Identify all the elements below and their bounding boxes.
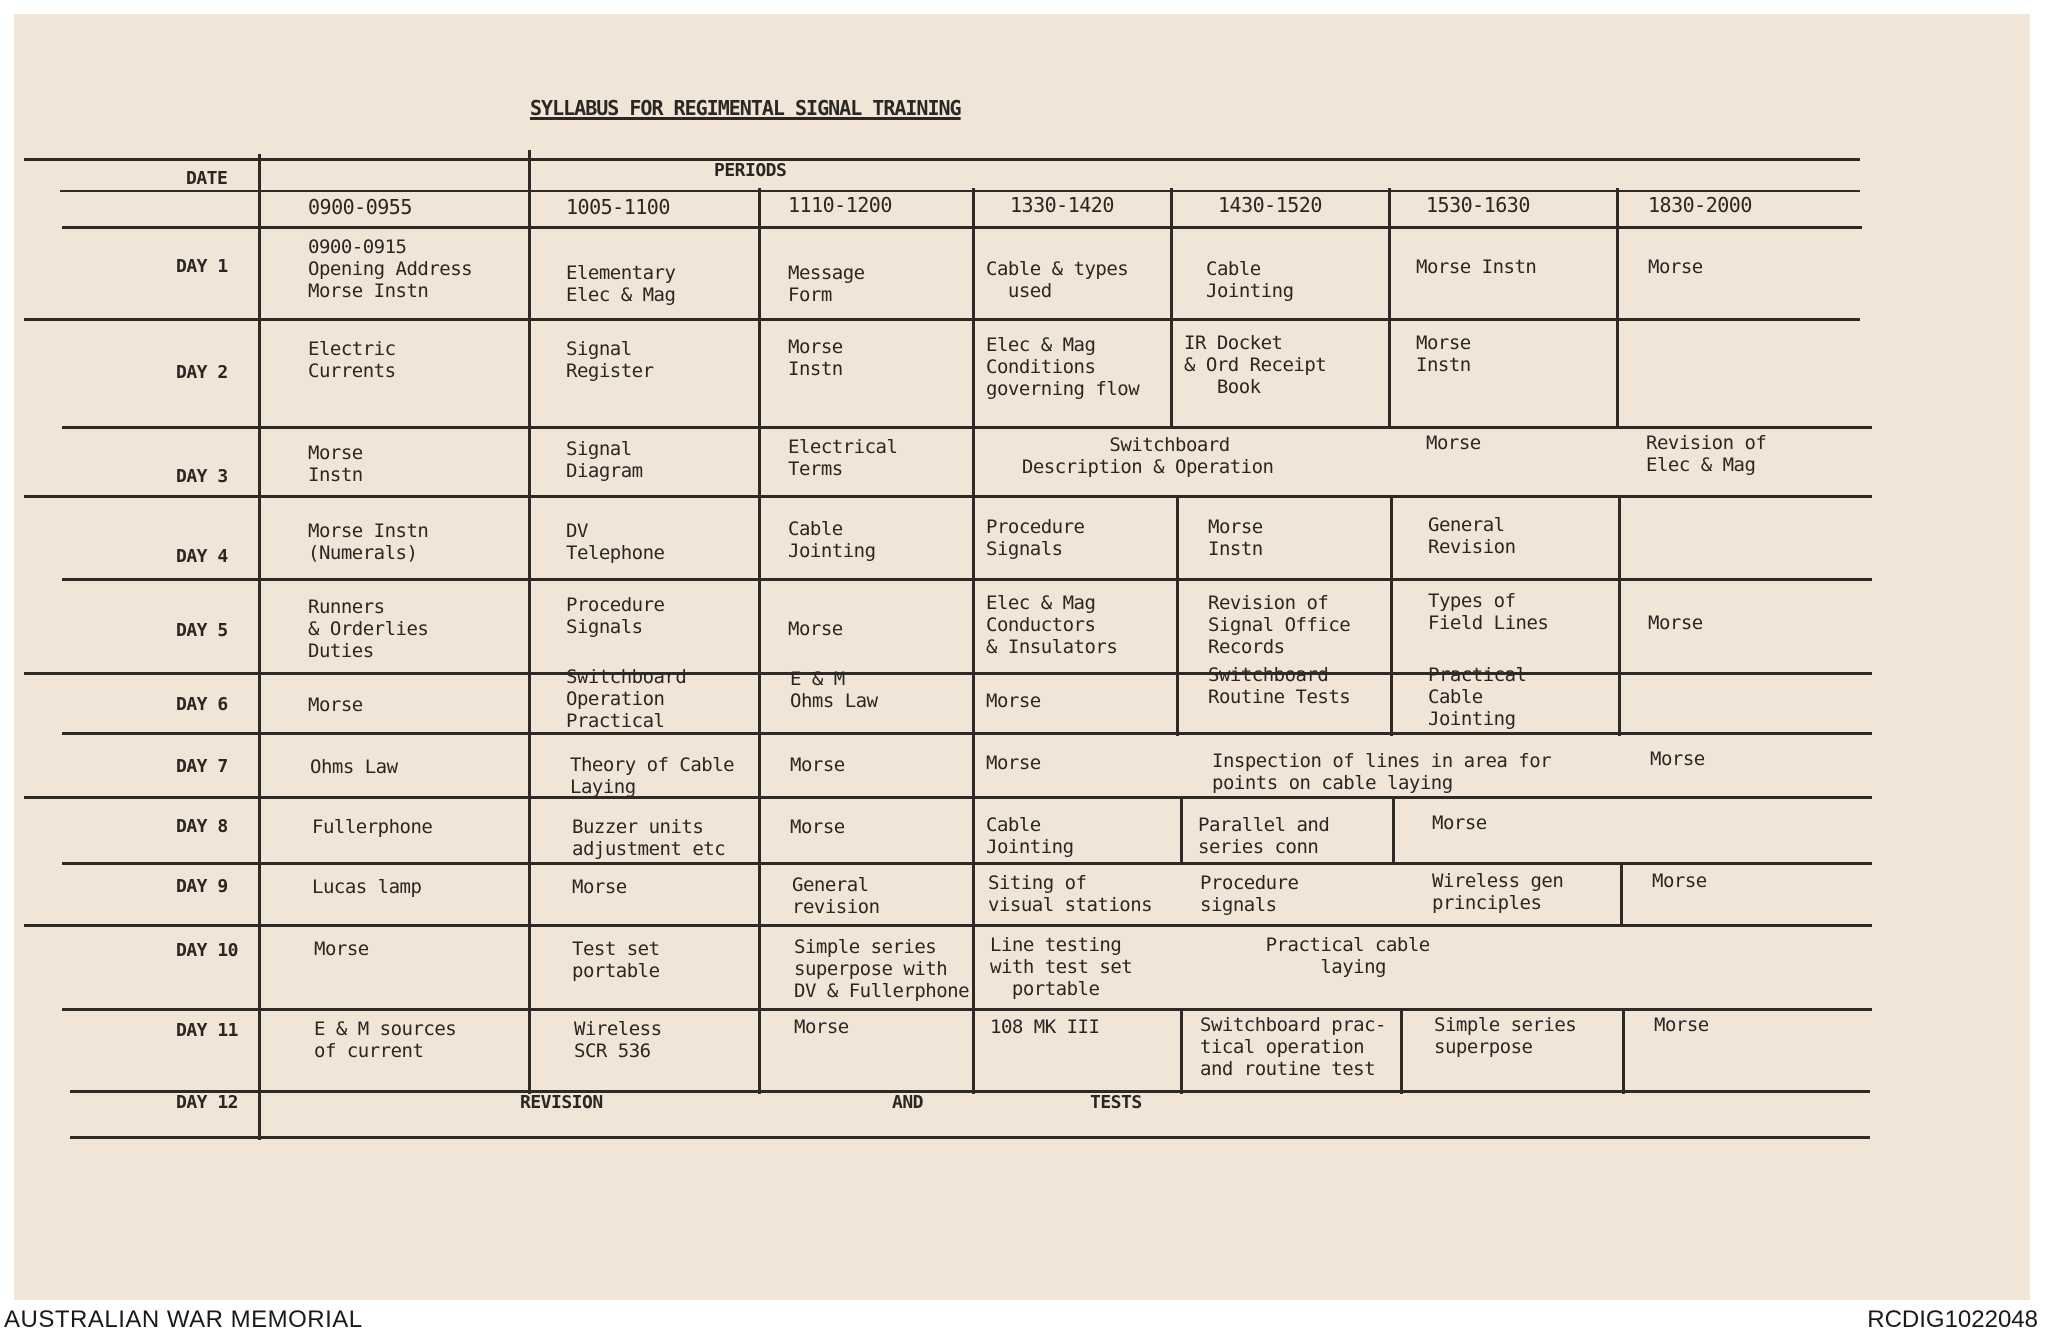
schedule-cell: Wireless SCR 536 [574,1018,662,1062]
schedule-cell: Ohms Law [310,756,398,778]
schedule-cell: Switchboard Operation Practical [566,666,687,732]
day-label: DAY 9 [176,876,228,897]
column-rule [1392,796,1395,862]
schedule-cell: Cable Jointing [788,518,876,562]
schedule-cell: Electrical Terms [788,436,898,480]
day-label: DAY 7 [176,756,228,777]
footer-bar [0,1300,2048,1338]
schedule-cell: Elec & Mag Conductors & Insulators [986,592,1118,658]
schedule-cell: Morse [788,618,843,640]
rule [24,318,1860,321]
schedule-cell: Procedure Signals [986,516,1085,560]
day-label: DAY 8 [176,816,228,837]
schedule-cell: Theory of Cable Laying [570,754,735,798]
schedule-cell: Morse Instn [308,442,363,486]
column-rule [1400,1008,1403,1094]
schedule-cell: Morse [790,754,845,776]
period-time: 1830-2000 [1648,193,1752,217]
schedule-cell: Morse [1652,870,1707,892]
schedule-cell: Simple series superpose with DV & Fullerphone [794,936,970,1002]
day-label: DAY 1 [176,256,228,277]
period-time: 1110-1200 [788,193,892,217]
schedule-cell: Cable & types used [986,258,1129,302]
rule [62,1008,1872,1011]
day-label: DAY 5 [176,620,228,641]
schedule-cell: E & M Ohms Law [790,668,878,712]
column-rule [1180,796,1183,862]
column-rule [528,150,531,1094]
schedule-cell: Parallel and series conn [1198,814,1330,858]
day-label: DAY 6 [176,694,228,715]
schedule-cell: Fullerphone [312,816,433,838]
schedule-cell: Electric Currents [308,338,396,382]
schedule-cell: Morse [1650,748,1705,770]
schedule-cell: Line testing with test set portable [990,934,1133,1000]
schedule-cell: Morse [986,752,1041,774]
rule [24,796,1872,799]
schedule-cell: Elec & Mag Conditions governing flow [986,334,1140,400]
schedule-cell: Runners & Orderlies Duties [308,596,429,662]
schedule-cell: Morse [794,1016,849,1038]
schedule-cell: Cable Jointing [1206,258,1294,302]
schedule-cell: Morse Instn [1208,516,1263,560]
schedule-cell: TESTS [1090,1092,1142,1113]
schedule-cell: DV Telephone [566,520,665,564]
schedule-cell: Morse [572,876,627,898]
schedule-cell: Morse Instn [1416,332,1471,376]
archive-id: RCDIG1022048 [1867,1306,2038,1333]
schedule-cell: Cable Jointing [986,814,1074,858]
schedule-cell: Switchboard prac- tical operation and routine test [1200,1014,1386,1080]
schedule-cell: Elementary Elec & Mag [566,262,676,306]
schedule-cell: 0900-0915 Opening Address Morse Instn [308,236,473,302]
rule [62,226,1862,229]
rule [70,1136,1870,1139]
schedule-cell: General Revision [1428,514,1516,558]
schedule-cell: Morse Instn [788,336,843,380]
column-rule [258,154,261,1140]
rule [62,578,1872,581]
schedule-cell: Switchboard Description & Operation [1021,434,1274,478]
day-label: DAY 2 [176,362,228,383]
schedule-cell: Inspection of lines in area for points on cable laying [1212,750,1552,794]
schedule-cell: Practical Cable Jointing [1428,664,1527,730]
day-label: DAY 4 [176,546,228,567]
schedule-cell: IR Docket & Ord Receipt Book [1184,332,1327,398]
rule [62,426,1872,429]
schedule-cell: Siting of visual stations [988,872,1153,916]
schedule-cell: Signal Diagram [566,438,643,482]
column-rule [758,188,761,1094]
schedule-cell: Morse [1432,812,1487,834]
period-time: 1330-1420 [1010,193,1114,217]
schedule-cell: Morse [1648,612,1703,634]
schedule-cell: Morse [986,690,1041,712]
schedule-cell: Signal Register [566,338,654,382]
schedule-cell: 108 MK III [990,1016,1100,1038]
column-rule [972,188,975,1094]
schedule-cell: Message Form [788,262,865,306]
schedule-cell: Morse Instn (Numerals) [308,520,429,564]
schedule-cell: Revision of Elec & Mag [1646,432,1767,476]
schedule-cell: AND [892,1092,924,1113]
schedule-cell: Morse [790,816,845,838]
schedule-cell: Test set portable [572,938,660,982]
day-label: DAY 3 [176,466,228,487]
schedule-cell: Practical cable laying [1265,934,1430,978]
schedule-cell: Revision of Signal Office Records [1208,592,1351,658]
schedule-cell: REVISION [520,1092,603,1113]
column-rule [1616,188,1619,428]
column-rule [1618,496,1621,736]
column-rule [1620,862,1623,924]
schedule-cell: Buzzer units adjustment etc [572,816,726,860]
period-time: 1430-1520 [1218,193,1322,217]
rule [62,862,1872,865]
schedule-cell: Lucas lamp [312,876,422,898]
schedule-cell: E & M sources of current [314,1018,457,1062]
schedule-cell: Types of Field Lines [1428,590,1549,634]
schedule-cell: Morse [1654,1014,1709,1036]
schedule-cell: Morse [1648,256,1703,278]
document-title: SYLLABUS FOR REGIMENTAL SIGNAL TRAINING [530,96,961,120]
period-time: 1530-1630 [1426,193,1530,217]
rule [24,495,1872,498]
schedule-cell: Morse [308,694,363,716]
day-label: DAY 10 [176,940,239,961]
schedule-cell: Wireless gen principles [1432,870,1564,914]
rule [24,924,1872,927]
rule [24,158,1860,161]
archive-name: AUSTRALIAN WAR MEMORIAL [4,1306,363,1333]
column-rule [1388,188,1391,428]
schedule-cell: Procedure signals [1200,872,1299,916]
schedule-cell: General revision [792,874,880,918]
schedule-cell: Procedure Signals [566,594,665,638]
rule [70,1090,1870,1093]
day-label: DAY 11 [176,1020,239,1041]
rule [60,190,1860,192]
rule [62,732,1872,735]
period-time: 0900-0955 [308,195,412,219]
column-rule [1622,1008,1625,1094]
day-label: DAY 12 [176,1092,239,1113]
period-time: 1005-1100 [566,195,670,219]
schedule-cell: Morse [314,938,369,960]
date-header: DATE [186,168,228,189]
schedule-cell: Switchboard Routine Tests [1208,664,1351,708]
column-rule [1176,496,1179,736]
column-rule [1390,496,1393,736]
column-rule [1180,1008,1183,1094]
schedule-cell: Simple series superpose [1434,1014,1577,1058]
schedule-cell: Morse [1426,432,1481,454]
rule [24,672,1872,675]
column-rule [1170,188,1173,428]
schedule-cell: Morse Instn [1416,256,1537,278]
periods-header: PERIODS [714,160,787,181]
